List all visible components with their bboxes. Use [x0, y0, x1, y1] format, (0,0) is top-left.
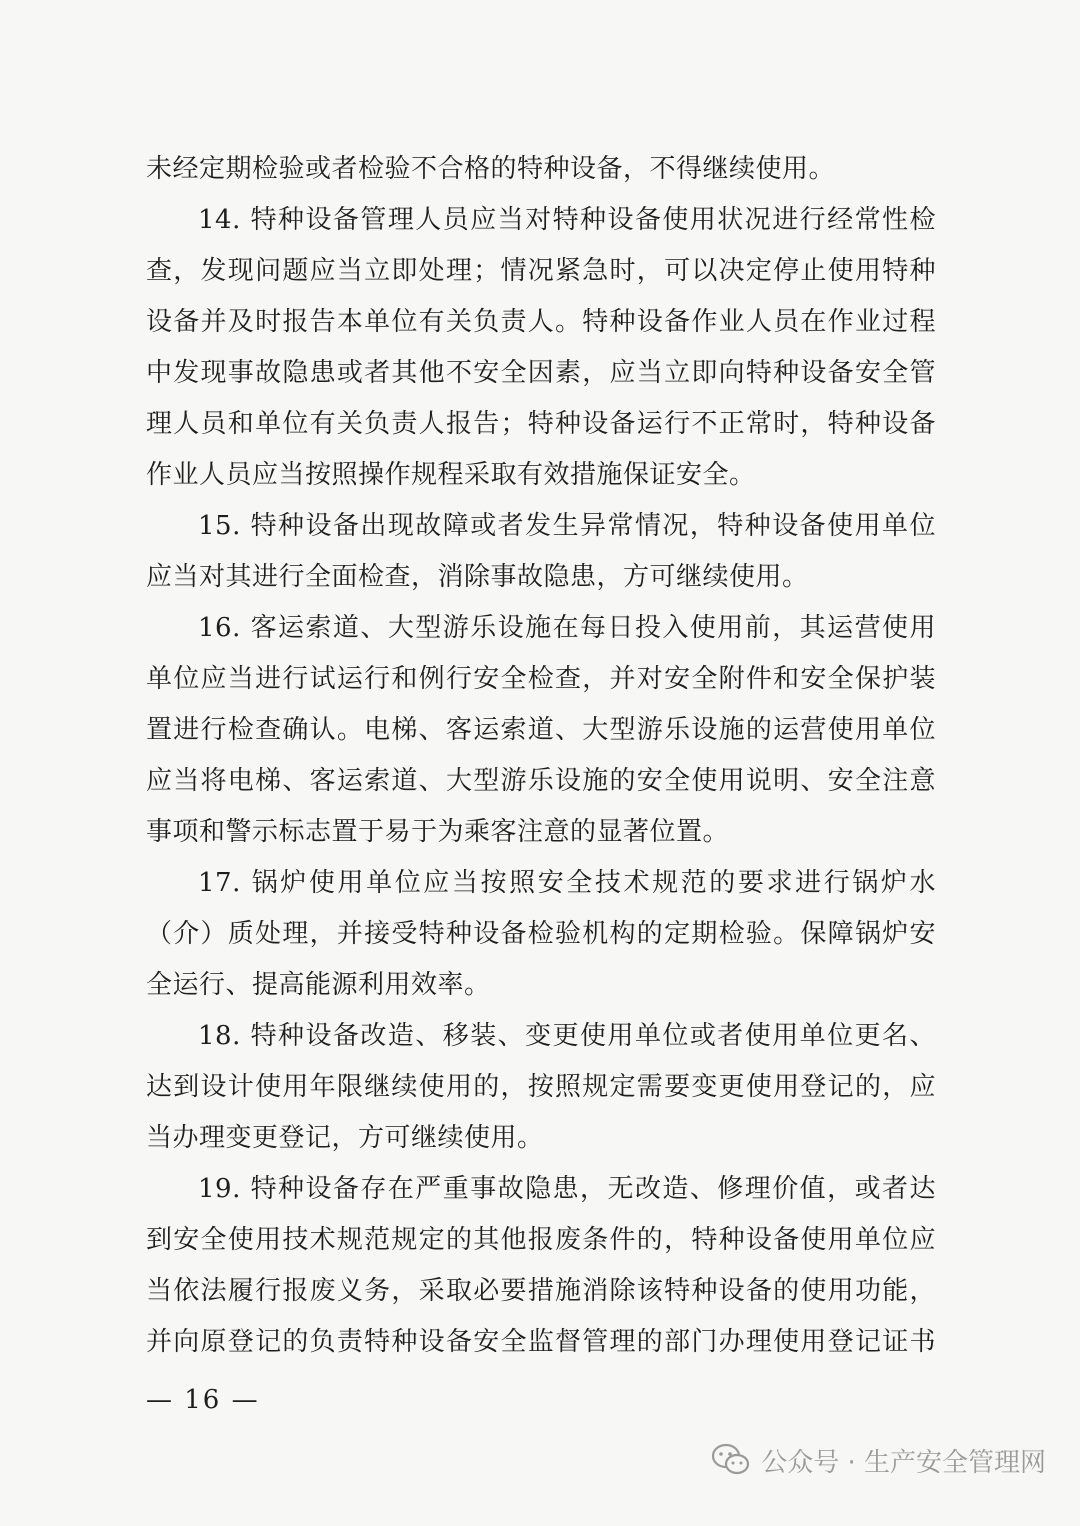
text-line: 单位应当进行试运行和例行安全检查，并对安全附件和安全保护装	[146, 664, 936, 694]
text-line: 当依法履行报废义务，采取必要措施消除该特种设备的使用功能，	[146, 1276, 936, 1306]
text-line: 事项和警示标志置于易于为乘客注意的显著位置。	[146, 817, 730, 847]
watermark	[711, 1438, 1046, 1482]
wechat-icon	[711, 1443, 751, 1477]
text-line: 14. 特种设备管理人员应当对特种设备使用状况进行经常性检	[198, 205, 936, 235]
text-line: 应当将电梯、客运索道、大型游乐设施的安全使用说明、安全注意	[146, 766, 936, 796]
text-line: 到安全使用技术规范规定的其他报废条件的，特种设备使用单位应	[146, 1225, 936, 1255]
text-line: 15. 特种设备出现故障或者发生异常情况，特种设备使用单位	[198, 511, 936, 541]
watermark-text: 公众号 · 生产安全管理网	[761, 1447, 1046, 1478]
text-line: 19. 特种设备存在严重事故隐患，无改造、修理价值，或者达	[198, 1174, 936, 1204]
body-text	[146, 144, 936, 1368]
page-number: — 16 —	[146, 1385, 260, 1415]
text-line: 未经定期检验或者检验不合格的特种设备，不得继续使用。	[146, 154, 836, 184]
text-line: 17. 锅炉使用单位应当按照安全技术规范的要求进行锅炉水	[198, 868, 936, 898]
text-line: 设备并及时报告本单位有关负责人。特种设备作业人员在作业过程	[146, 307, 936, 337]
text-line: （介）质处理，并接受特种设备检验机构的定期检验。保障锅炉安	[146, 919, 936, 949]
text-line: 应当对其进行全面检查，消除事故隐患，方可继续使用。	[146, 562, 809, 592]
text-line: 置进行检查确认。电梯、客运索道、大型游乐设施的运营使用单位	[146, 715, 936, 745]
text-line: 理人员和单位有关负责人报告；特种设备运行不正常时，特种设备	[146, 409, 936, 439]
text-line: 当办理变更登记，方可继续使用。	[146, 1123, 544, 1153]
text-line: 全运行、提高能源利用效率。	[146, 970, 491, 1000]
text-line: 18. 特种设备改造、移装、变更使用单位或者使用单位更名、	[198, 1021, 936, 1051]
text-line: 作业人员应当按照操作规程采取有效措施保证安全。	[146, 460, 756, 490]
text-line: 查，发现问题应当立即处理；情况紧急时，可以决定停止使用特种	[146, 256, 936, 286]
text-line: 并向原登记的负责特种设备安全监督管理的部门办理使用登记证书	[146, 1327, 936, 1357]
text-line: 达到设计使用年限继续使用的，按照规定需要变更使用登记的，应	[146, 1072, 936, 1102]
text-line: 16. 客运索道、大型游乐设施在每日投入使用前，其运营使用	[198, 613, 936, 643]
text-line: 中发现事故隐患或者其他不安全因素，应当立即向特种设备安全管	[146, 358, 936, 388]
